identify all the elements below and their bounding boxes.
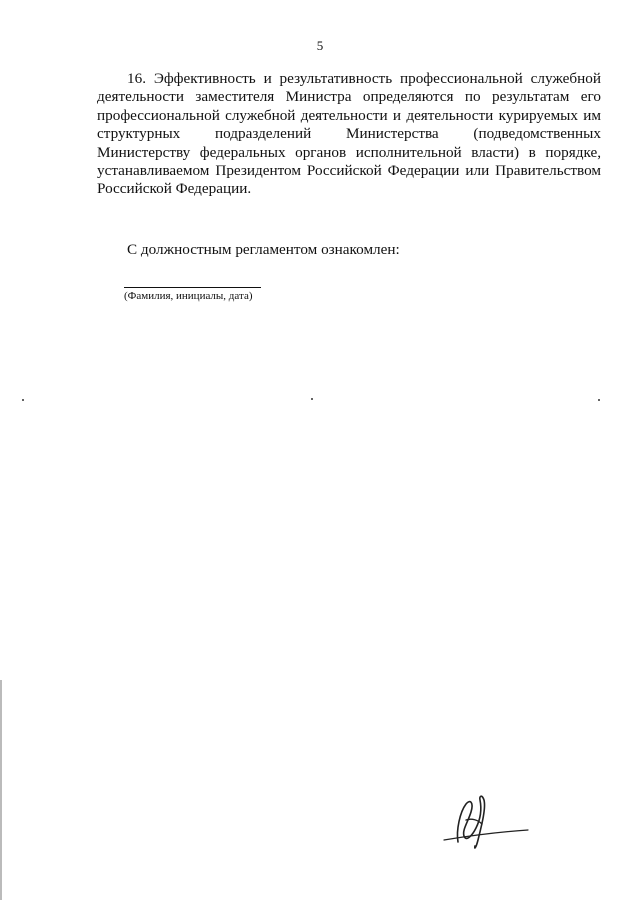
- scan-speck: [598, 399, 600, 401]
- field-caption: (Фамилия, инициалы, дата): [124, 290, 253, 302]
- signature-line: [124, 287, 261, 288]
- acknowledgement-text: С должностным регламентом ознакомлен:: [127, 241, 400, 258]
- page-number: 5: [316, 38, 324, 53]
- handwritten-signature: [438, 790, 533, 852]
- paragraph-16: 16. Эффективность и результативность профессиональной служебной деятельности заместителя Министра определяются по результатам его профессиональной служебной деятельности и деятельности курируемых им структурных подразделений Министерства (подведомственных Министерству федеральных органов исполнительной власти) в порядке, устанавливаемом Президентом Российской Федерации или Правительством Российской Федерации.: [97, 70, 601, 198]
- scan-speck: [22, 399, 24, 401]
- scan-speck: [311, 398, 313, 400]
- scan-edge-line: [0, 680, 2, 900]
